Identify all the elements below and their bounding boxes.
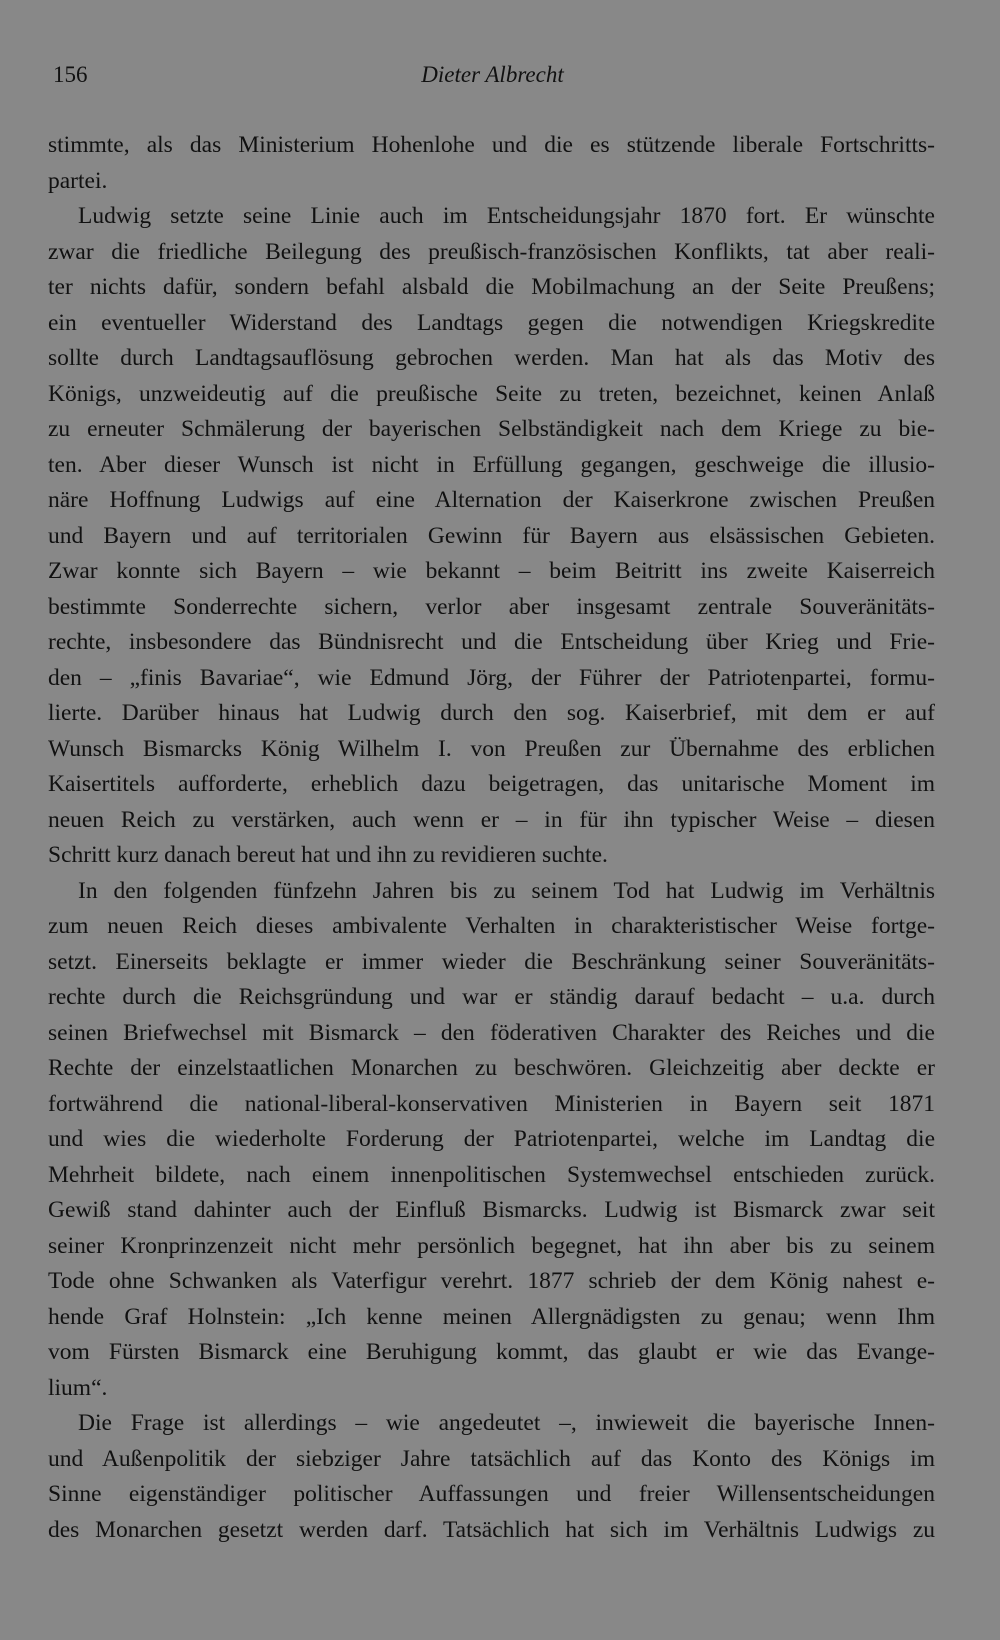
text-line: Gewiß stand dahinter auch der Einfluß Bismarcks. Ludwig ist Bismarck zwar seit (48, 1197, 935, 1223)
text-line: Kaisertitels aufforderte, erheblich dazu beigetragen, das unitarische Moment im (48, 771, 935, 797)
running-head: Dieter Albrecht (421, 62, 564, 87)
text-line: Tode ohne Schwanken als Vaterfigur verehrt. 1877 schrieb der dem König nahest e- (48, 1268, 935, 1294)
text-line: stimmte, als das Ministerium Hohenlohe und die es stützende liberale Fortschritts- (48, 132, 935, 158)
text-line: und wies die wiederholte Forderung der Patriotenpartei, welche im Landtag die (48, 1126, 935, 1152)
text-line: In den folgenden fünfzehn Jahren bis zu seinem Tod hat Ludwig im Verhältnis (78, 877, 935, 904)
text-line: rechte, insbesondere das Bündnisrecht und die Entscheidung über Krieg und Frie- (48, 629, 935, 655)
text-line: setzt. Einerseits beklagte er immer wieder die Beschränkung seiner Souveränitäts- (48, 948, 935, 975)
page-header (50, 62, 935, 96)
text-line: Schritt kurz danach bereut hat und ihn zu revidieren suchte. (48, 842, 608, 868)
text-line: zum neuen Reich dieses ambivalente Verhalten in charakteristischer Weise fortge- (48, 913, 935, 939)
text-line: lium“. (48, 1374, 108, 1401)
text-line: Die Frage ist allerdings – wie angedeutet –, inwieweit die bayerische Innen- (78, 1410, 935, 1436)
text-line: Mehrheit bildete, nach einem innenpolitischen Systemwechsel entschieden zurück. (48, 1161, 935, 1188)
text-line: und Außenpolitik der siebziger Jahre tatsächlich auf das Konto des Königs im (48, 1445, 935, 1472)
text-line: Königs, unzweideutig auf die preußische Seite zu treten, bezeichnet, keinen Anlaß (48, 380, 935, 407)
text-line: neuen Reich zu verstärken, auch wenn er – in für ihn typischer Weise – diesen (48, 806, 935, 833)
text-line: Zwar konnte sich Bayern – wie bekannt – beim Beitritt ins zweite Kaiserreich (48, 558, 935, 584)
text-line: den – „finis Bavariae“, wie Edmund Jörg, der Führer der Patriotenpartei, formu- (48, 664, 935, 691)
page-number: 156 (53, 62, 88, 87)
text-line: ten. Aber dieser Wunsch ist nicht in Erfüllung gegangen, geschweige die illusio- (48, 451, 935, 478)
text-line: näre Hoffnung Ludwigs auf eine Alternation der Kaiserkrone zwischen Preußen (48, 487, 935, 513)
text-line: hende Graf Holnstein: „Ich kenne meinen Allergnädigsten zu genau; wenn Ihm (48, 1303, 935, 1330)
text-line: seinen Briefwechsel mit Bismarck – den föderativen Charakter des Reiches und die (48, 1019, 935, 1046)
text-line: partei. (48, 167, 108, 194)
text-line: seiner Kronprinzenzeit nicht mehr persönlich begegnet, hat ihn aber bis zu seinem (48, 1232, 935, 1259)
text-line: sollte durch Landtagsauflösung gebrochen werden. Man hat als das Motiv des (48, 345, 935, 371)
text-line: ter nichts dafür, sondern befahl alsbald die Mobilmachung an der Seite Preußens; (48, 274, 935, 300)
text-line: bestimmte Sonderrechte sichern, verlor aber insgesamt zentrale Souveränitäts- (48, 593, 935, 620)
text-line: vom Fürsten Bismarck eine Beruhigung kommt, das glaubt er wie das Evange- (48, 1339, 935, 1365)
text-line: Sinne eigenständiger politischer Auffassungen und freier Willensentscheidungen (48, 1481, 935, 1507)
text-line: zu erneuter Schmälerung der bayerischen Selbständigkeit nach dem Kriege zu bie- (48, 416, 935, 442)
text-line: ein eventueller Widerstand des Landtags gegen die notwendigen Kriegskredite (48, 309, 935, 336)
body-text (48, 128, 935, 1548)
text-line: zwar die friedliche Beilegung des preußisch-französischen Konflikts, tat aber reali- (48, 238, 935, 265)
text-line: Wunsch Bismarcks König Wilhelm I. von Preußen zur Übernahme des erblichen (48, 735, 935, 762)
text-line: Ludwig setzte seine Linie auch im Entscheidungsjahr 1870 fort. Er wünschte (78, 203, 935, 229)
text-line: rechte durch die Reichsgründung und war er ständig darauf bedacht – u.a. durch (48, 984, 935, 1010)
text-line: lierte. Darüber hinaus hat Ludwig durch den sog. Kaiserbrief, mit dem er auf (48, 700, 935, 726)
text-line: Rechte der einzelstaatlichen Monarchen zu beschwören. Gleichzeitig aber deckte er (48, 1055, 935, 1081)
text-line: des Monarchen gesetzt werden darf. Tatsächlich hat sich im Verhältnis Ludwigs zu (48, 1516, 935, 1543)
text-line: und Bayern und auf territorialen Gewinn für Bayern aus elsässischen Gebieten. (48, 522, 935, 549)
text-line: fortwährend die national-liberal-konservativen Ministerien in Bayern seit 1871 (48, 1090, 935, 1117)
